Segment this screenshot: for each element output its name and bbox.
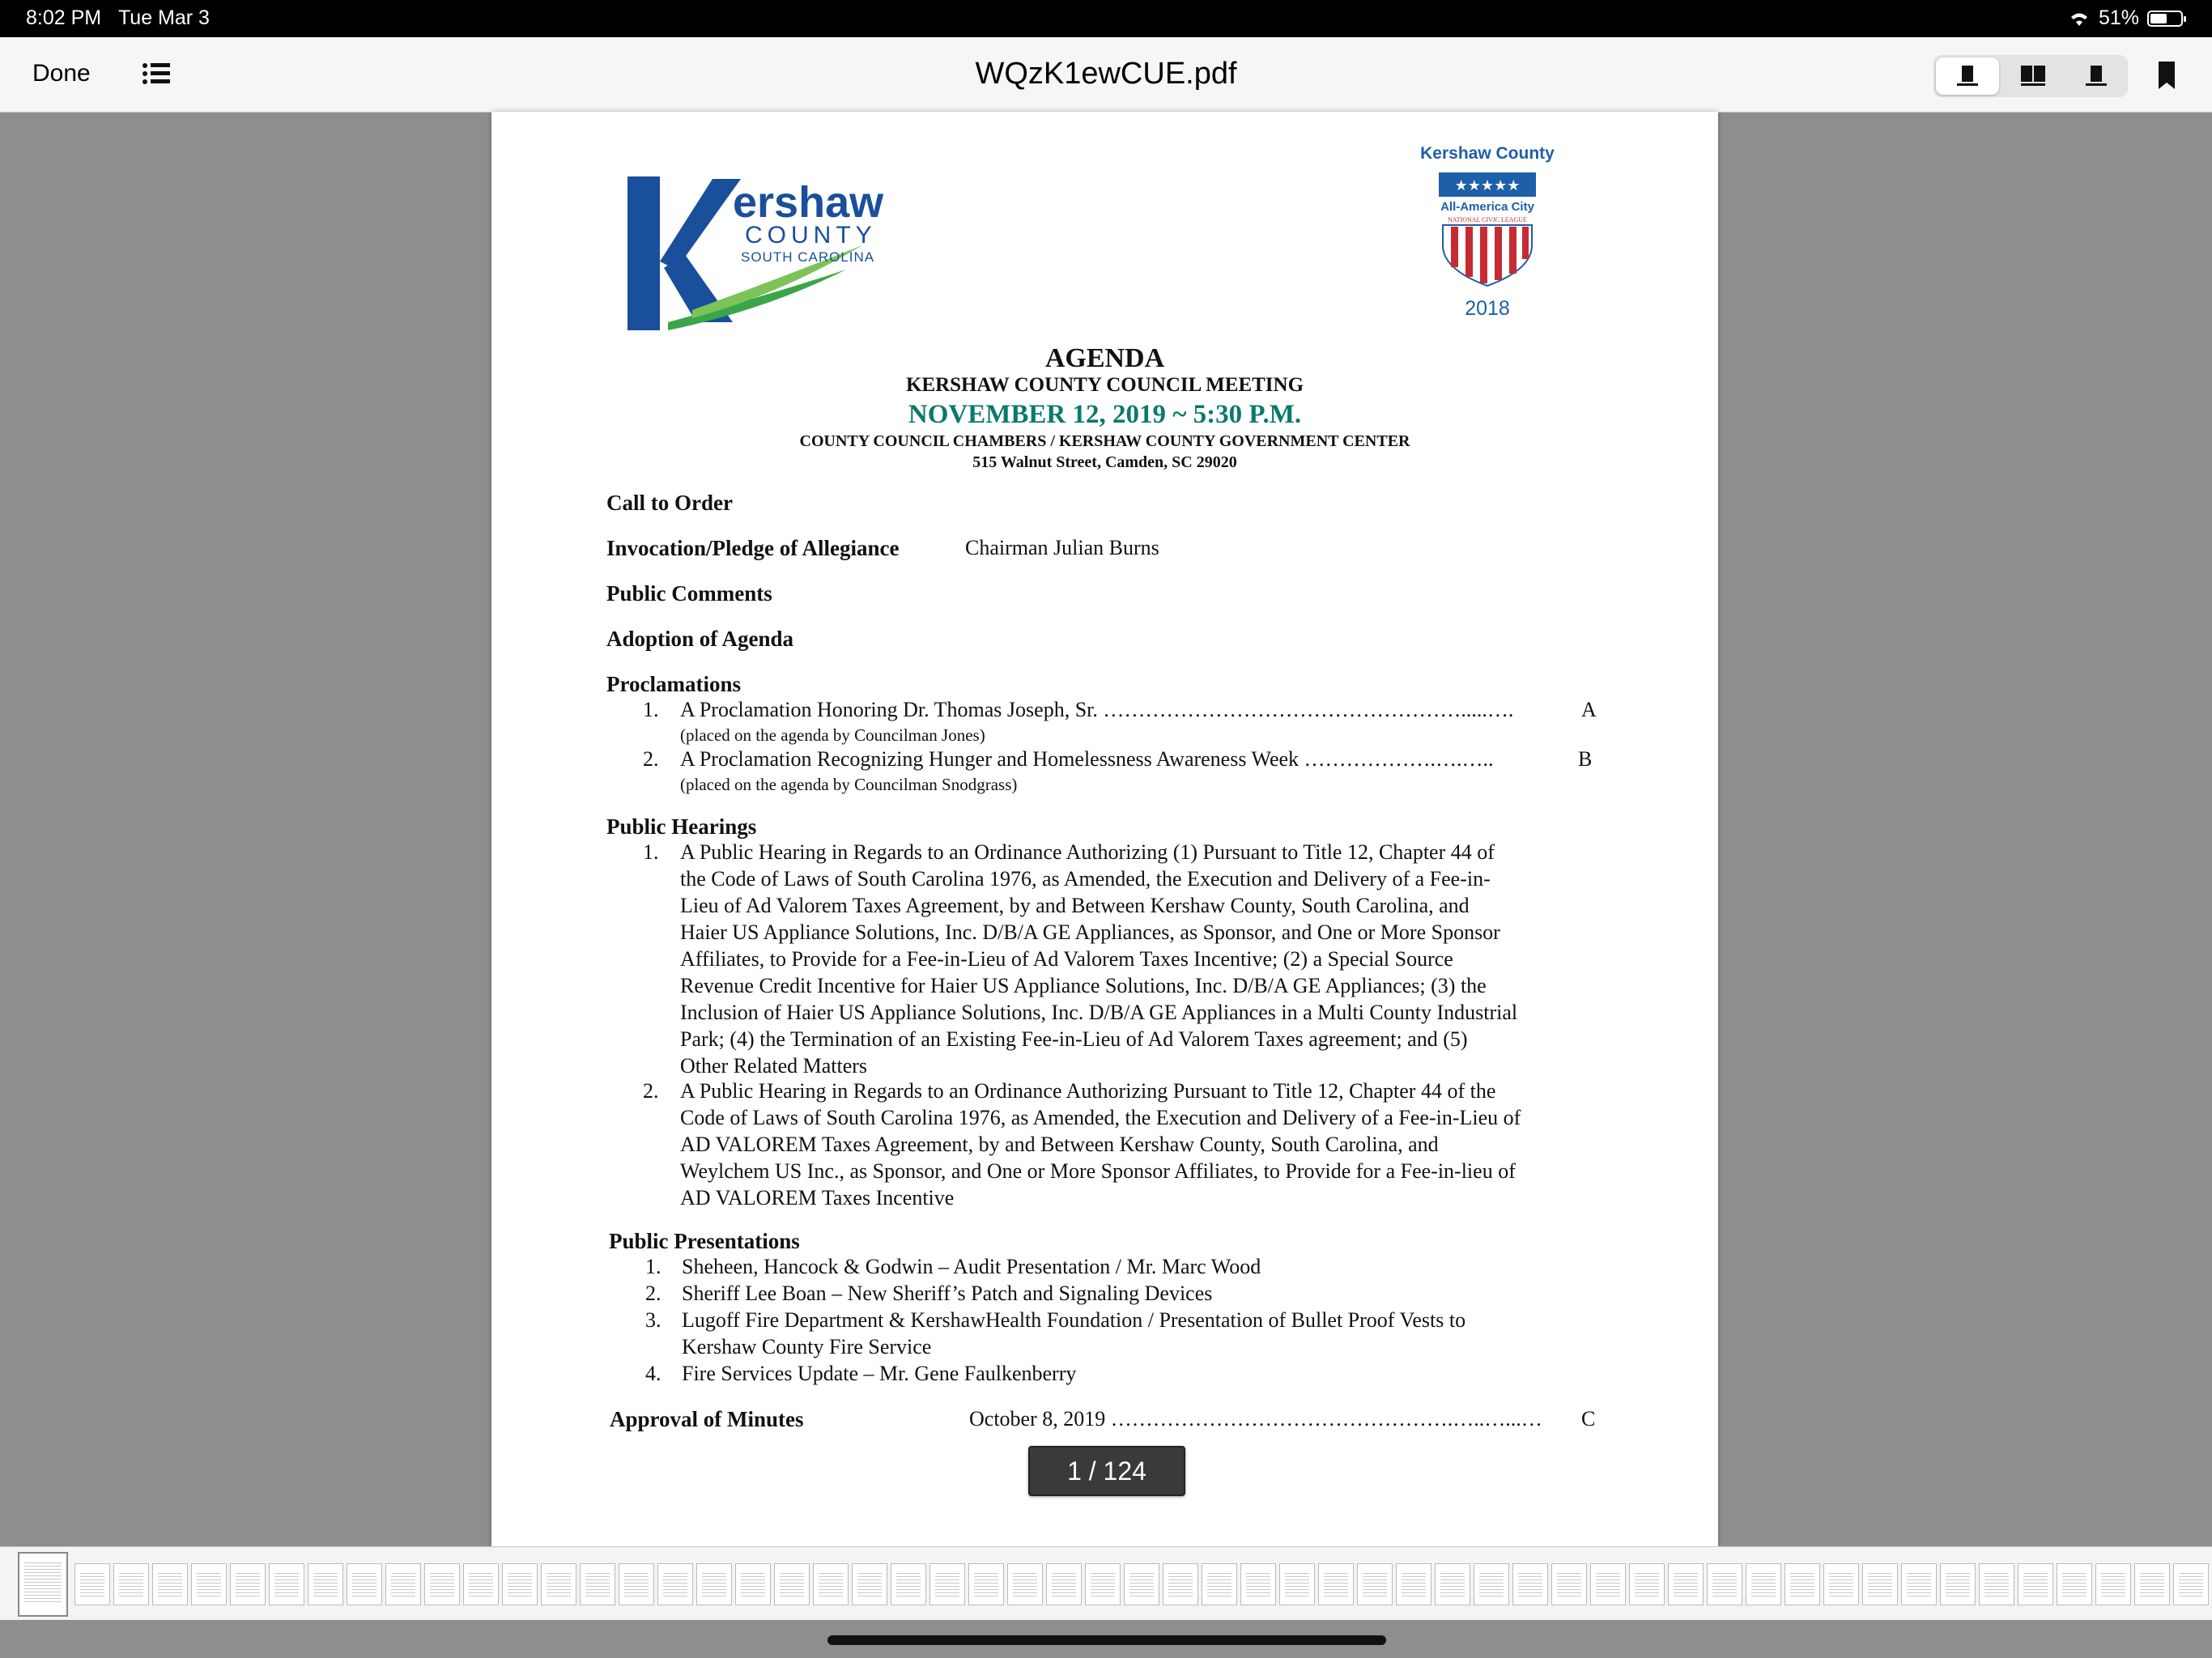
- all-america-city-badge: [1406, 144, 1568, 330]
- page-thumbnail[interactable]: [2095, 1563, 2131, 1605]
- shield-icon: [1435, 168, 1540, 290]
- list-item-number: 4.: [645, 1362, 661, 1385]
- page-thumbnail[interactable]: [1668, 1563, 1704, 1605]
- page-thumbnail[interactable]: [424, 1563, 460, 1605]
- attachment-letter: C: [1581, 1407, 1596, 1431]
- battery-percent: 51%: [2098, 6, 2139, 29]
- page-thumbnail[interactable]: [1746, 1563, 1781, 1605]
- page-thumbnail[interactable]: [1474, 1563, 1509, 1605]
- proclamation-2-note: (placed on the agenda by Councilman Snodgrass): [680, 775, 1018, 794]
- page-thumbnail[interactable]: [1512, 1563, 1548, 1605]
- invocation-value: Chairman Julian Burns: [965, 536, 1159, 559]
- proclamation-2: A Proclamation Recognizing Hunger and Homelessness Awareness Week ……………….….…..: [680, 747, 1494, 771]
- page-thumbnail[interactable]: [1590, 1563, 1626, 1605]
- done-button[interactable]: Done: [32, 60, 91, 87]
- page-thumbnail[interactable]: [1007, 1563, 1043, 1605]
- page-thumbnail[interactable]: [852, 1563, 887, 1605]
- two-page-icon[interactable]: [2001, 55, 2065, 97]
- page-thumbnail[interactable]: [1629, 1563, 1665, 1605]
- list-item-number: 2.: [643, 747, 659, 771]
- list-item-number: 2.: [645, 1282, 661, 1305]
- battery-icon: [2147, 11, 2183, 27]
- proclamations-heading: Proclamations: [606, 672, 741, 696]
- page-thumbnail[interactable]: [230, 1563, 266, 1605]
- meeting-name: KERSHAW COUNTY COUNCIL MEETING: [905, 374, 1304, 396]
- award-label: Kershaw County: [1420, 144, 1555, 163]
- page-thumbnail[interactable]: [580, 1563, 615, 1605]
- page-thumbnail[interactable]: [113, 1563, 149, 1605]
- page-thumbnail[interactable]: [541, 1563, 576, 1605]
- toolbar: [0, 37, 2212, 113]
- presentation-1: Sheheen, Hancock & Godwin – Audit Presentation / Mr. Marc Wood: [682, 1255, 1261, 1278]
- logo-state: SOUTH CAROLINA: [741, 249, 875, 265]
- proclamation-1: A Proclamation Honoring Dr. Thomas Joseph, Sr. …………………………………………….....….: [680, 698, 1514, 721]
- page-thumbnail[interactable]: [2173, 1563, 2209, 1605]
- page-thumbnail[interactable]: [502, 1563, 538, 1605]
- approval-of-minutes: Approval of Minutes: [610, 1407, 804, 1431]
- kershaw-county-logo: [619, 172, 895, 334]
- public-hearings-heading: Public Hearings: [606, 814, 757, 839]
- page-thumbnail[interactable]: [1202, 1563, 1237, 1605]
- page-thumbnail[interactable]: [1279, 1563, 1315, 1605]
- page-thumbnail[interactable]: [1396, 1563, 1431, 1605]
- minutes-date: October 8, 2019 ………………………………………….…..…...…: [969, 1407, 1542, 1431]
- pdf-page: [491, 112, 1718, 1546]
- meeting-address: 515 Walnut Street, Camden, SC 29020: [972, 453, 1237, 471]
- page-thumbnail[interactable]: [696, 1563, 732, 1605]
- page-thumbnail[interactable]: [657, 1563, 693, 1605]
- list-item-number: 3.: [645, 1308, 661, 1332]
- page-thumbnail[interactable]: [1901, 1563, 1937, 1605]
- page-thumbnail[interactable]: [1163, 1563, 1198, 1605]
- adoption-of-agenda: Adoption of Agenda: [606, 627, 794, 651]
- page-thumbnail[interactable]: [813, 1563, 849, 1605]
- page-thumbnail[interactable]: [2134, 1563, 2170, 1605]
- presentation-4: Fire Services Update – Mr. Gene Faulkenberry: [682, 1362, 1077, 1385]
- page-thumbnail[interactable]: [1823, 1563, 1859, 1605]
- thumbnail-strip[interactable]: [0, 1546, 2212, 1620]
- presentation-2: Sheriff Lee Boan – New Sheriff’s Patch and Signaling Devices: [682, 1282, 1213, 1305]
- page-thumbnail[interactable]: [1940, 1563, 1976, 1605]
- page-thumbnail[interactable]: [191, 1563, 227, 1605]
- page-thumbnail[interactable]: [18, 1552, 68, 1617]
- call-to-order: Call to Order: [606, 491, 733, 515]
- page-thumbnail[interactable]: [1435, 1563, 1470, 1605]
- page-thumbnail[interactable]: [1124, 1563, 1159, 1605]
- home-indicator[interactable]: [827, 1635, 1386, 1645]
- page-thumbnail[interactable]: [463, 1563, 499, 1605]
- list-item-number: 1.: [643, 698, 659, 721]
- attachment-letter: B: [1578, 747, 1593, 771]
- page-indicator: 1 / 124: [1028, 1446, 1185, 1496]
- logo-ershaw: ershaw: [733, 178, 884, 227]
- page-thumbnail[interactable]: [1784, 1563, 1820, 1605]
- meeting-location: COUNTY COUNCIL CHAMBERS / KERSHAW COUNTY GOVERNMENT CENTER: [799, 432, 1410, 450]
- bookmark-icon[interactable]: [2157, 60, 2176, 91]
- page-thumbnail[interactable]: [1979, 1563, 2014, 1605]
- status-right: [2068, 6, 2183, 30]
- page-thumbnail[interactable]: [1551, 1563, 1587, 1605]
- page-thumbnail[interactable]: [269, 1563, 304, 1605]
- page-thumbnail[interactable]: [1240, 1563, 1276, 1605]
- agenda-title: AGENDA: [1044, 343, 1165, 373]
- page-thumbnail[interactable]: [1046, 1563, 1082, 1605]
- view-mode-segmented: [1933, 55, 2128, 97]
- page-thumbnail[interactable]: [968, 1563, 1004, 1605]
- cover-page-icon[interactable]: [2065, 55, 2128, 97]
- page-thumbnail[interactable]: [308, 1563, 343, 1605]
- shield-title: All-America City: [1440, 200, 1534, 214]
- page-thumbnail[interactable]: [619, 1563, 654, 1605]
- page-thumbnail[interactable]: [735, 1563, 771, 1605]
- page-thumbnail[interactable]: [152, 1563, 188, 1605]
- page-thumbnail[interactable]: [347, 1563, 382, 1605]
- status-time: 8:02 PM Tue Mar 3: [26, 6, 210, 29]
- invocation-label: Invocation/Pledge of Allegiance: [606, 536, 900, 560]
- document-title: WQzK1ewCUE.pdf: [975, 57, 1237, 91]
- public-hearing-1: A Public Hearing in Regards to an Ordinance Authorizing (1) Pursuant to Title 12, Chapter 44 of the Code of Laws of South Carolina 1976, as Amended, the Execution and Delivery of a Fee-in- Lieu of Ad Valorem Taxes Agreement, by and Between Kershaw County, South Carolina, and Haier US Appliance Solutions, Inc. D/B/A GE Appliances, as Sponsor, and One or More Sponsor Affiliates, to Provide for a Fee-in-Lieu of Ad Valorem Taxes Incentive; (2) a Special Source Revenue Credit Incentive for Haier US Appliance Solutions, Inc. D/B/A GE Appliances; (3) the Inclusion of Haier US Appliance Solutions, Inc. D/B/A GE Appliances in a Multi County Industrial Park; (4) the Termination of an Existing Fee-in-Lieu of Ad Valorem Taxes agreement; and (5) Other Related Matters: [680, 840, 1518, 1078]
- logo-county: COUNTY: [745, 222, 877, 249]
- public-hearing-2: A Public Hearing in Regards to an Ordinance Authorizing Pursuant to Title 12, Chapter 44 of the Code of Laws of South Carolina 1976, as Amended, the Execution and Delivery of a Fee-in-Lieu of AD VALOREM Taxes Agreement, by and Between Kershaw County, South Carolina, and Weylchem US Inc., as Sponsor, and One or More Sponsor Affiliates, to Provide for a Fee-in-lieu of AD VALOREM Taxes Incentive: [680, 1079, 1521, 1209]
- page-thumbnail[interactable]: [1085, 1563, 1121, 1605]
- single-page-icon[interactable]: [1936, 57, 1999, 95]
- page-thumbnail[interactable]: [1862, 1563, 1898, 1605]
- status-bar: [0, 0, 2212, 37]
- page-thumbnail[interactable]: [1357, 1563, 1393, 1605]
- attachment-letter: A: [1581, 698, 1597, 721]
- page-thumbnail[interactable]: [2057, 1563, 2092, 1605]
- shield-sub: NATIONAL CIVIC LEAGUE: [1448, 216, 1527, 223]
- page-thumbnail[interactable]: [929, 1563, 965, 1605]
- presentation-3: Lugoff Fire Department & KershawHealth Foundation / Presentation of Bullet Proof Vests to Kershaw County Fire Service: [682, 1308, 1466, 1358]
- page-thumbnail[interactable]: [1318, 1563, 1354, 1605]
- proclamation-1-note: (placed on the agenda by Councilman Jones): [680, 725, 985, 745]
- thumbnail-list: [18, 1552, 2212, 1617]
- list-item-number: 2.: [643, 1079, 659, 1103]
- public-comments: Public Comments: [606, 581, 772, 606]
- page-thumbnail[interactable]: [891, 1563, 926, 1605]
- wifi-icon: [2068, 10, 2091, 28]
- list-item-number: 1.: [645, 1255, 661, 1278]
- page-thumbnail[interactable]: [1707, 1563, 1742, 1605]
- svg-text:★★★★★: ★★★★★: [1454, 177, 1521, 193]
- award-year: 2018: [1465, 297, 1510, 320]
- meeting-date: NOVEMBER 12, 2019 ~ 5:30 P.M.: [908, 400, 1302, 429]
- page-thumbnail[interactable]: [74, 1563, 110, 1605]
- page-thumbnail[interactable]: [774, 1563, 810, 1605]
- page-thumbnail[interactable]: [2018, 1563, 2053, 1605]
- page-thumbnail[interactable]: [385, 1563, 421, 1605]
- list-item-number: 1.: [643, 840, 659, 864]
- public-presentations-heading: Public Presentations: [609, 1229, 800, 1253]
